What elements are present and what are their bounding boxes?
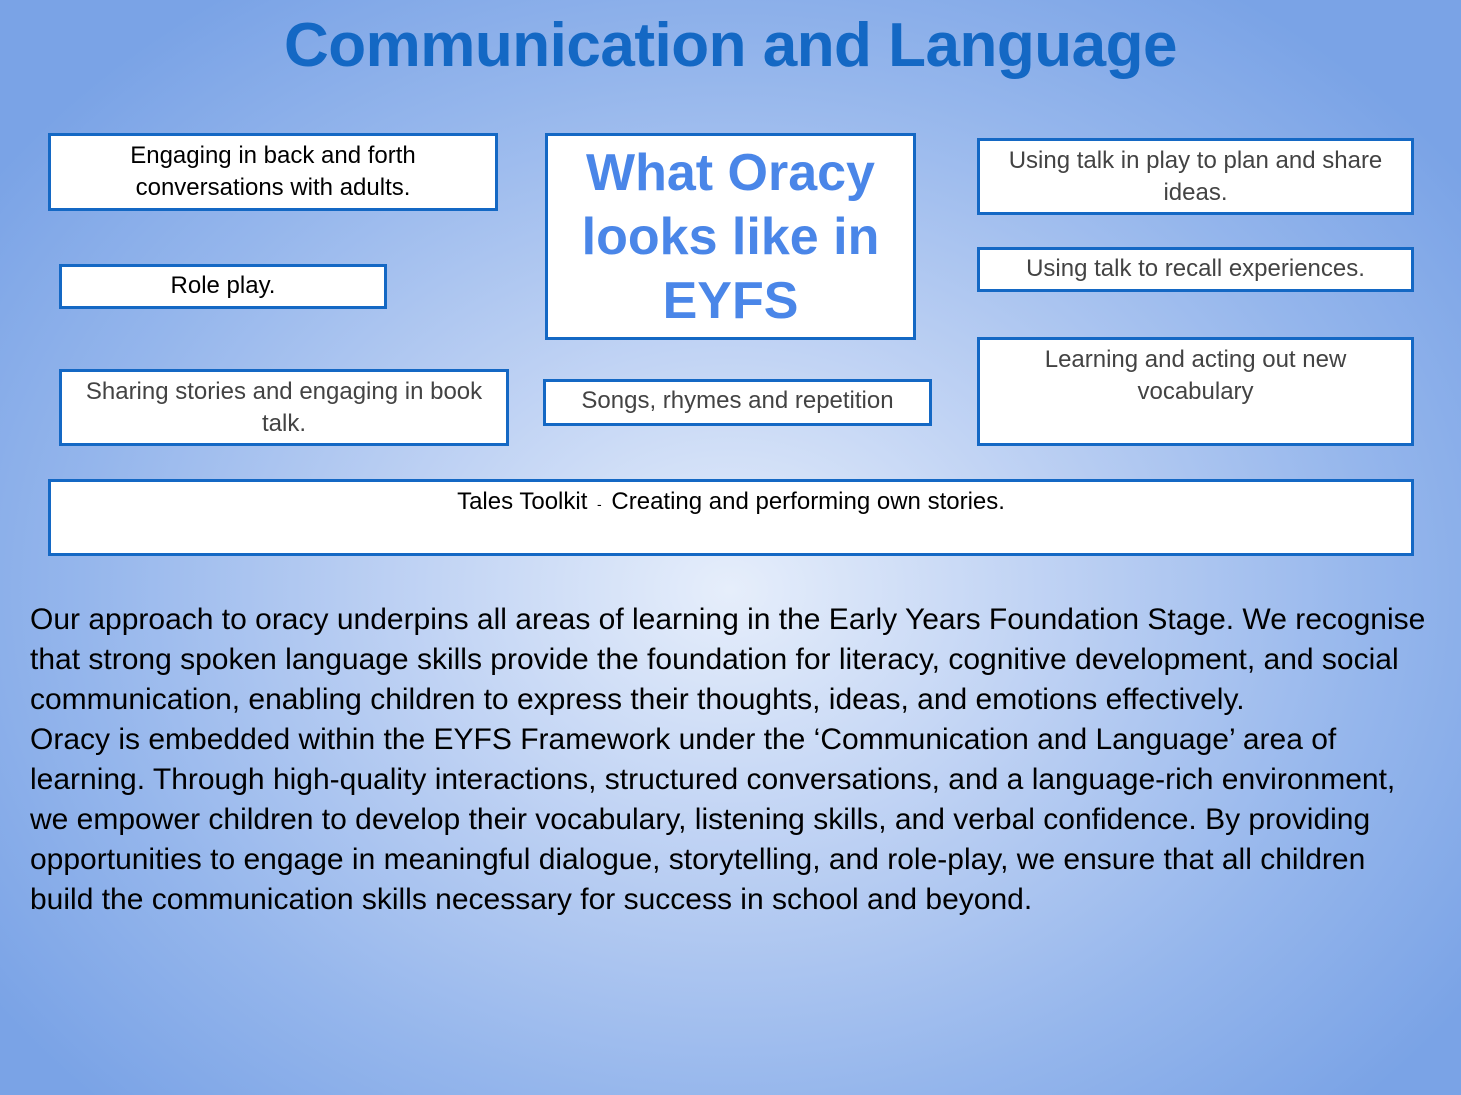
center-heading-line: EYFS xyxy=(662,271,799,330)
oracy-item-text: Role play. xyxy=(170,272,276,299)
oracy-item-sharing-stories xyxy=(59,369,509,446)
body-text xyxy=(30,600,1430,920)
oracy-item-text: Using talk to recall experiences. xyxy=(1026,255,1365,282)
center-heading-line: What Oracy xyxy=(586,143,875,202)
tales-toolkit-name: Tales Toolkit xyxy=(457,488,588,515)
oracy-item-songs-rhymes xyxy=(543,379,932,426)
tales-toolkit-separator: - xyxy=(597,496,602,512)
oracy-item-recall-experiences xyxy=(977,247,1414,292)
oracy-item-new-vocabulary xyxy=(977,337,1414,446)
oracy-item-talk-in-play xyxy=(977,138,1414,215)
oracy-item-text: Using talk in play to plan and share ideas. xyxy=(1008,147,1383,206)
oracy-item-back-and-forth-conversations xyxy=(48,133,498,211)
tales-toolkit-description: Creating and performing own stories. xyxy=(611,488,1005,515)
center-heading-line: looks like in xyxy=(581,207,880,266)
oracy-item-role-play xyxy=(59,264,387,309)
oracy-item-text: Engaging in back and forth conversations with adults. xyxy=(130,142,416,201)
oracy-item-text: Songs, rhymes and repetition xyxy=(581,387,894,414)
body-paragraph: Oracy is embedded within the EYFS Framework under the ‘Communication and Language’ area of learning. Through high-quality interactions, structured conversations, and a language-rich environment, we empower children to develop their vocabulary, listening skills, and verbal confidence. By providing opportunities to engage in meaningful dialogue, storytelling, and role-play, we ensure that all children build the communication skills necessary for success in school and beyond. xyxy=(30,723,1396,916)
oracy-item-text: Sharing stories and engaging in book talk. xyxy=(85,378,483,437)
body-paragraph: Our approach to oracy underpins all areas of learning in the Early Years Foundation Stage. We recognise that strong spoken language skills provide the foundation for literacy, cognitive development, and social communication, enabling children to express their thoughts, ideas, and emotions effectively. xyxy=(30,603,1426,716)
tales-toolkit-box xyxy=(48,479,1414,556)
page-title: Communication and Language xyxy=(284,11,1177,80)
center-heading xyxy=(582,141,880,333)
center-heading-box xyxy=(545,133,916,340)
oracy-item-text: Learning and acting out new vocabulary xyxy=(1044,346,1347,405)
